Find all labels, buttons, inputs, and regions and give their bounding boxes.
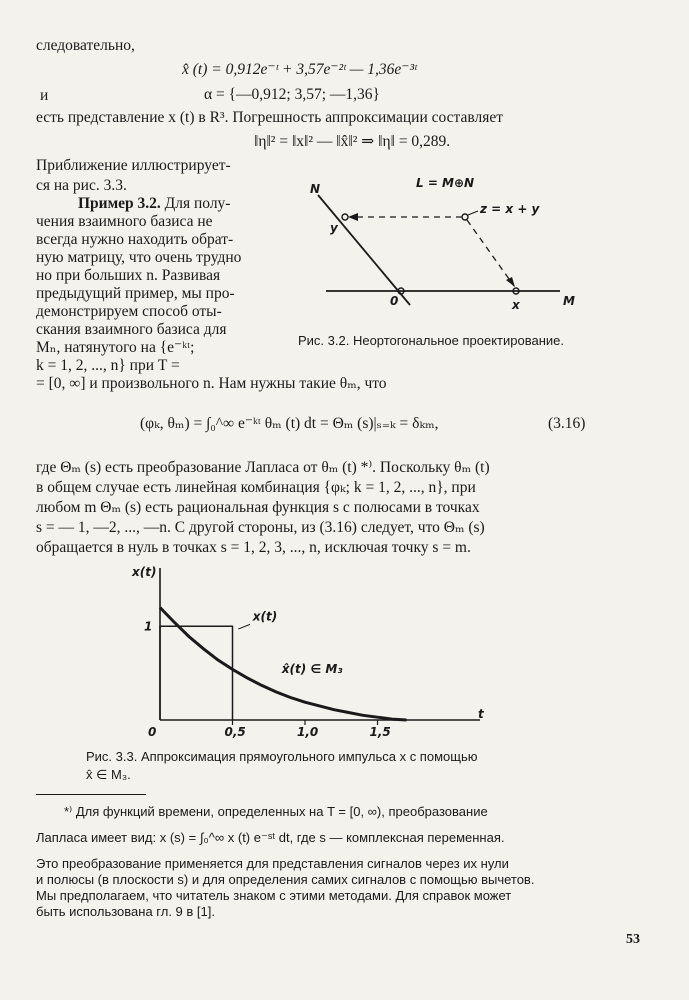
annotation-pulse: x(t) — [252, 609, 278, 624]
arrowhead-to-M — [506, 277, 515, 287]
example-rest: Для полу- — [160, 195, 231, 212]
left-line-3: чения взаимного базиса не — [36, 213, 213, 230]
y-axis-label: x(t) — [132, 565, 157, 579]
left-line-8: демонстрируем способ оты- — [36, 303, 222, 320]
text-line-after-figure: = [0, ∞] и произвольного n. Нам нужны такие θₘ, что — [36, 375, 387, 392]
footnote-divider — [36, 794, 146, 795]
figure-3-3-chart — [120, 560, 500, 740]
arrowhead-to-N — [348, 213, 358, 221]
left-line-5: ную матрицу, что очень трудно — [36, 249, 242, 266]
annotation-pulse-leader — [238, 624, 250, 629]
example-heading-line — [78, 194, 230, 214]
para2-line-3: любом m Θₘ (s) есть рациональная функция s с полюсами в точках — [36, 499, 480, 516]
figure-3-2-diagram — [290, 165, 580, 325]
figure-3-2-caption: Рис. 3.2. Неортогональное проектирование. — [298, 333, 564, 348]
figure-3-3-caption-line-2: x̂ ∈ M₃. — [86, 767, 131, 782]
footnote-line-3: Это преобразование применяется для представления сигналов через их нули — [36, 856, 509, 871]
para2-line-5: обращается в нуль в точках s = 1, 2, 3, ..., n, исключая точку s = m. — [36, 539, 471, 556]
figure-32-title: L = M⊕N — [416, 176, 475, 190]
x-tick-label: 1,5 — [369, 725, 391, 739]
label-x: x — [512, 298, 520, 312]
x-tick-label: 1,0 — [297, 725, 319, 739]
x-tick-label: 0 — [148, 725, 157, 739]
page-number: 53 — [626, 932, 640, 947]
axis-N-line — [318, 195, 410, 305]
projection-to-M — [467, 220, 514, 286]
footnote-line-6: быть использована гл. 9 в [1]. — [36, 904, 215, 919]
left-line-9: скания взаимного базиса для — [36, 321, 227, 338]
footnote-line-1: *⁾ Для функций времени, определенных на T = [0, ∞), преобразование — [64, 804, 488, 819]
series-pulse-line — [160, 626, 233, 720]
annotation-approximation: x̂(t) ∈ M₃ — [281, 662, 343, 677]
para2-line-2: в общем случае есть линейная комбинация {φₖ; k = 1, 2, ..., n}, при — [36, 479, 476, 496]
equation-3-16: (φₖ, θₘ) = ∫₀^∞ e⁻ᵏᵗ θₘ (t) dt = Θₘ (s)|ₛ₌ₖ = δₖₘ, — [140, 415, 439, 432]
left-line-1: Приближение иллюстрирует- — [36, 157, 231, 174]
label-y: y — [330, 221, 338, 235]
equation-approximation: x̂ (t) = 0,912e⁻ᵗ + 3,57e⁻²ᵗ — 1,36e⁻³ᵗ — [182, 61, 417, 78]
x-axis-label: t — [478, 707, 484, 721]
para2-line-1: где Θₘ (s) есть преобразование Лапласа от θₘ (t) *⁾. Поскольку θₘ (t) — [36, 459, 490, 476]
footnote-line-4: и полюсы (в плоскости s) и для определения самих сигналов с помощью вычетов. — [36, 872, 535, 887]
text-line-representation: есть представление x (t) в R³. Погрешность аппроксимации составляет — [36, 109, 504, 126]
y-tick-label: 1 — [144, 619, 153, 634]
text-and: и — [40, 87, 49, 104]
footnote-line-5: Мы предполагаем, что читатель знаком с этими методами. Для справок может — [36, 888, 512, 903]
para2-line-4: s = — 1, —2, ..., —n. С другой стороны, из (3.16) следует, что Θₘ (s) — [36, 519, 485, 536]
left-line-2: ся на рис. 3.3. — [36, 177, 127, 194]
equation-number: (3.16) — [548, 415, 586, 432]
footnote-line-2: Лапласа имеет вид: x (s) = ∫₀^∞ x (t) e⁻ˢᵗ dt, где s — комплексная переменная. — [36, 830, 505, 845]
equation-alpha: α = {—0,912; 3,57; —1,36} — [204, 86, 380, 103]
label-origin: 0 — [390, 294, 399, 308]
label-N: N — [310, 182, 321, 196]
example-label: Пример 3.2. — [78, 195, 161, 212]
z-leader — [468, 211, 478, 215]
equation-error: ‖η‖² = ‖x‖² — ‖x̂‖² ⇒ ‖η‖ = 0,289. — [254, 133, 451, 150]
x-tick-label: 0,5 — [224, 725, 246, 739]
left-line-7: предыдущий пример, мы про- — [36, 285, 235, 302]
label-M: M — [563, 294, 575, 308]
point-z — [462, 214, 468, 220]
left-line-4: всегда нужно находить обрат- — [36, 231, 234, 248]
label-z: z = x + y — [480, 202, 540, 216]
figure-3-3-caption-line-1: Рис. 3.3. Аппроксимация прямоугольного импульса x с помощью — [86, 749, 478, 764]
left-line-11: k = 1, 2, ..., n} при T = — [36, 357, 180, 374]
text-line-consequently: следовательно, — [36, 37, 135, 54]
left-line-6: но при больших n. Развивая — [36, 267, 221, 284]
left-line-10: Mₙ, натянутого на {e⁻ᵏᵗ; — [36, 339, 195, 356]
point-y — [342, 214, 348, 220]
